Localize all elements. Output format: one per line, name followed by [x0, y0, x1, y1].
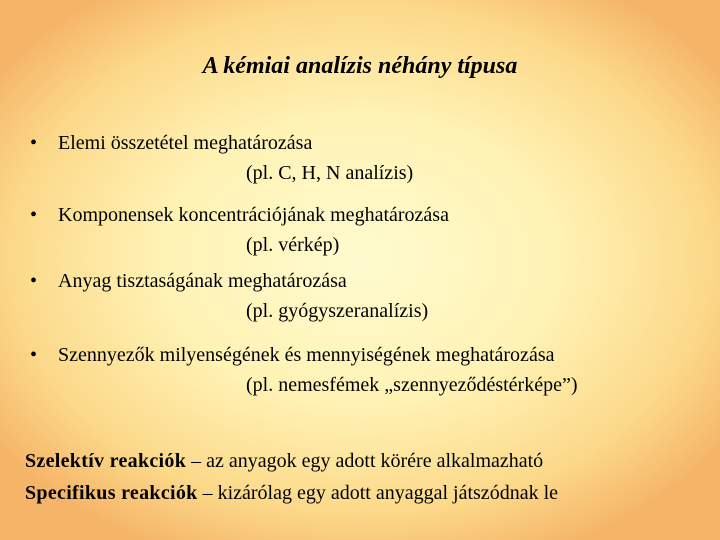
- bullet-text: Komponensek koncentrációjának meghatározása: [58, 204, 449, 226]
- bullet-dot: •: [30, 270, 38, 292]
- bullet-dot: •: [30, 204, 38, 226]
- bullet-example: (pl. vérkép): [246, 234, 340, 256]
- definition-text: – az anyagok egy adott körére alkalmazható: [186, 450, 544, 472]
- definition-term: Szelektív reakciók: [25, 450, 187, 472]
- bullet-dot: •: [30, 132, 38, 154]
- bullet-item: [30, 128, 690, 188]
- bullet-text: Elemi összetétel meghatározása: [58, 132, 313, 154]
- definition-text: – kizárólag egy adott anyaggal játszódnak le: [197, 482, 558, 504]
- bullet-item: [30, 266, 690, 326]
- bullet-dot: •: [30, 344, 38, 366]
- definition-term: Specifikus reakciók: [25, 482, 198, 504]
- bullet-text: Anyag tisztaságának meghatározása: [58, 270, 347, 292]
- slide-title: A kémiai analízis néhány típusa: [202, 53, 518, 79]
- definition-line: [25, 478, 705, 508]
- definition-line: [25, 446, 705, 476]
- bullet-example: (pl. C, H, N analízis): [246, 162, 414, 184]
- bullet-example: (pl. gyógyszeranalízis): [246, 300, 429, 322]
- bullet-text: Szennyezők milyenségének és mennyiségének meghatározása: [58, 344, 555, 366]
- bullet-item: [30, 200, 690, 260]
- bullet-example: (pl. nemesfémek „szennyeződéstérképe”): [246, 374, 578, 396]
- bullet-item: [30, 340, 690, 400]
